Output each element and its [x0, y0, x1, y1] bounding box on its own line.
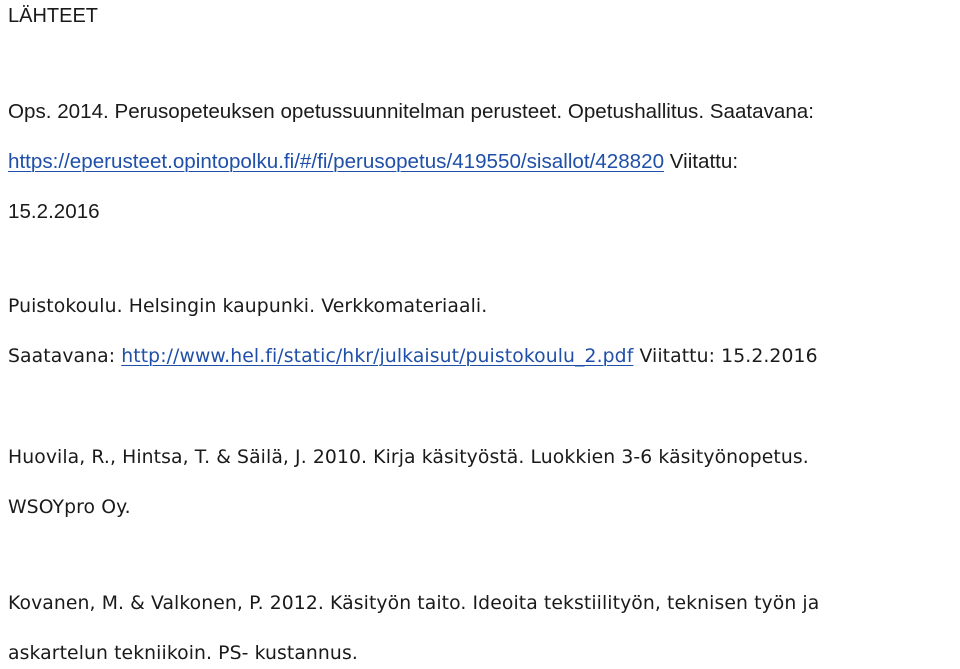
reference-ops-2014-line-2: [8, 147, 738, 177]
reference-huovila-line-2: WSOYpro Oy.: [8, 497, 131, 518]
reference-ops-2014-cited-label: Viitattu:: [664, 150, 739, 173]
reference-puistokoulu-cited: Viitattu: 15.2.2016: [633, 346, 818, 367]
reference-puistokoulu-available-label: Saatavana:: [8, 346, 122, 367]
reference-ops-2014-line-1: Ops. 2014. Perusopeteuksen opetussuunnitelman perusteet. Opetushallitus. Saatavana:: [8, 100, 814, 123]
reference-ops-2014-link[interactable]: https://eperusteet.opintopolku.fi/#/fi/perusopetus/419550/sisallot/428820: [8, 150, 665, 173]
reference-puistokoulu-line-2: [8, 342, 818, 372]
reference-huovila-line-1: Huovila, R., Hintsa, T. & Säilä, J. 2010. Kirja käsityöstä. Luokkien 3-6 käsityönopetus.: [8, 447, 809, 468]
reference-puistokoulu-line-1: Puistokoulu. Helsingin kaupunki. Verkkomateriaali.: [8, 296, 488, 317]
reference-kovanen-line-2: askartelun tekniikoin. PS- kustannus.: [8, 643, 358, 664]
reference-ops-2014-cited-date: 15.2.2016: [8, 200, 100, 223]
reference-kovanen-line-1: Kovanen, M. & Valkonen, P. 2012. Käsityön taito. Ideoita tekstiilityön, teknisen työn ja: [8, 593, 820, 614]
reference-puistokoulu-link[interactable]: http://www.hel.fi/static/hkr/julkaisut/puistokoulu_2.pdf: [121, 346, 634, 367]
references-heading: LÄHTEET: [8, 5, 99, 27]
